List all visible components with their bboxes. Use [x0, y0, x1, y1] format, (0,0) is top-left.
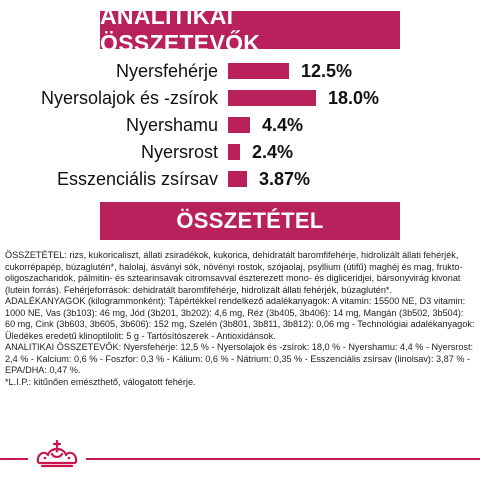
nutrient-label: Esszenciális zsírsav [56, 169, 218, 189]
nutrient-label: Nyersolajok és -zsírok [40, 88, 218, 108]
nutrient-row [0, 112, 480, 138]
nutrient-row [0, 85, 480, 111]
nutrient-value: 12.5% [301, 61, 353, 81]
composition-text [5, 250, 475, 388]
nutrient-row [0, 166, 480, 192]
nutrient-row [0, 58, 480, 84]
nutrient-value: 3.87% [259, 169, 311, 189]
nutrient-bar [228, 90, 316, 106]
nutrient-value: 2.4% [252, 142, 294, 162]
crown-logo-icon [28, 432, 86, 480]
nutrient-bar [228, 144, 240, 160]
composition-banner [100, 202, 400, 240]
nutrient-row [0, 139, 480, 165]
nutrient-label: Nyersfehérje [115, 61, 218, 81]
nutrient-label: Nyershamu [125, 115, 218, 135]
ingredients-paragraph: ÖSSZETÉTEL: rizs, kukoricaliszt, állati zsiradékok, kukorica, dehidratált baromfifehérje, hidrolizált állati fehérjék, cukorrépapép, búzaglutén*, halolaj, ásványi sók, növényi rostok, szójaolaj, psyllium (útifű) maghéj és mag, frukto-oligoszacharidok, pálmitin- és sztearinsavak citromsavval észterezett mono- és digliceridjei, bársonyvirág kivonat (lutein forrás). Fehérjeforrások: dehidratált baromfifehérje, hidrolizált állati fehérjék, búzaglutén*. [5, 250, 463, 295]
analytical-paragraph: ANALITIKAI ÖSSZETEVŐK: Nyersfehérje: 12,5 % - Nyersolajok és -zsírok: 18,0 % - Nyershamu: 4,4 % - Nyersrost: 2,4 % - Kalcium: 0,6 % - Foszfor: 0,3 % - Kálium: 0,6 % - Nátrium: 0,35 % - Esszenciális zsírsav (linolsav): 3,87 % - EPA/DHA: 0,47 %. [5, 342, 474, 375]
nutrient-bar [228, 63, 289, 79]
nutrient-value: 4.4% [262, 115, 304, 135]
nutrient-label: Nyersrost [140, 142, 218, 162]
nutrient-value: 18.0% [328, 88, 380, 108]
footnote-paragraph: *L.I.P.: kitűnően emészthető, válogatott fehérje. [5, 376, 196, 387]
composition-title: ÖSSZETÉTEL [176, 208, 324, 233]
nutrient-bar [228, 171, 247, 187]
additives-paragraph: ADALÉKANYAGOK (kilogrammonként): Tápértékkel rendelkező adalékanyagok: A vitamin: 15500 NE, D3 vitamin: 1000 NE, Vas (3b103): 46 mg, Jód (3b201, 3b202): 4,6 mg, Réz (3b405, 3b406): 14 mg, Mangán (3b502, 3b504): 60 mg, Cink (3b603, 3b605, 3b606): 152 mg, Szelén (3b801, 3b811, 3b812): 0,06 mg - Technológiai adalékanyagok: Üledékes eredetű klinoptilolit: 5 g - Tartósítószerek - Antioxidánsok. [5, 296, 475, 341]
analytics-banner [100, 3, 400, 56]
analytics-title: ANALITIKAI ÖSSZETEVŐK [100, 3, 261, 56]
nutrient-bar [228, 117, 250, 133]
